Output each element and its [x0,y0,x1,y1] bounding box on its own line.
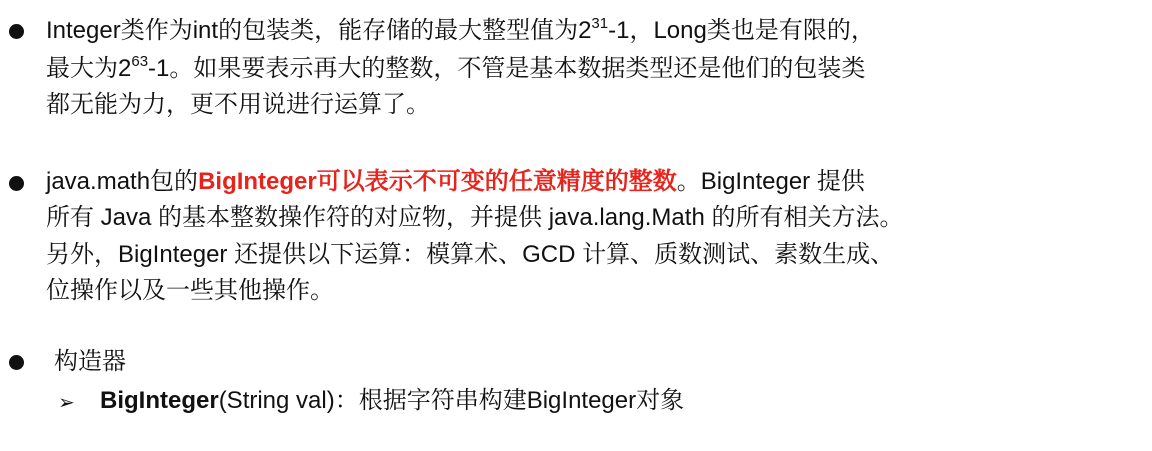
text: 最大为2 [46,55,132,82]
bullet3-label: 构造器 [54,348,126,375]
text: Integer类作为int的包装类，能存储的最大整型值为2 [46,17,592,44]
bullet-dot-icon [9,355,24,370]
superscript: 63 [131,53,149,70]
constructor-line [100,386,684,416]
class-name: BigInteger [100,387,219,414]
bullet-dot-icon [9,24,24,39]
text: -1，Long类也是有限的， [608,17,875,44]
arrow-icon: ➢ [58,392,75,414]
bullet2-line1 [46,167,865,197]
bullet1-line1 [46,16,875,46]
bullet2-line3: 另外，BigInteger 还提供以下运算：模算术、GCD 计算、质数测试、素数生成、 [46,241,895,268]
text: (String val)：根据字符串构建BigInteger对象 [218,387,685,414]
highlight-text: BigInteger可以表示不可变的任意精度的整数 [198,168,677,195]
bullet1-line3: 都无能为力，更不用说进行运算了。 [46,91,430,118]
bullet2-line4: 位操作以及一些其他操作。 [46,277,334,304]
text: -1。如果要表示再大的整数，不管是基本数据类型还是他们的包装类 [148,55,866,82]
text: 。BigInteger 提供 [676,168,865,195]
bullet-dot-icon [9,176,24,191]
superscript: 31 [591,15,609,32]
bullet2-line2: 所有 Java 的基本整数操作符的对应物，并提供 java.lang.Math 的所有相关方法。 [46,204,904,231]
text: java.math包的 [46,168,199,195]
bullet1-line2 [46,54,865,84]
